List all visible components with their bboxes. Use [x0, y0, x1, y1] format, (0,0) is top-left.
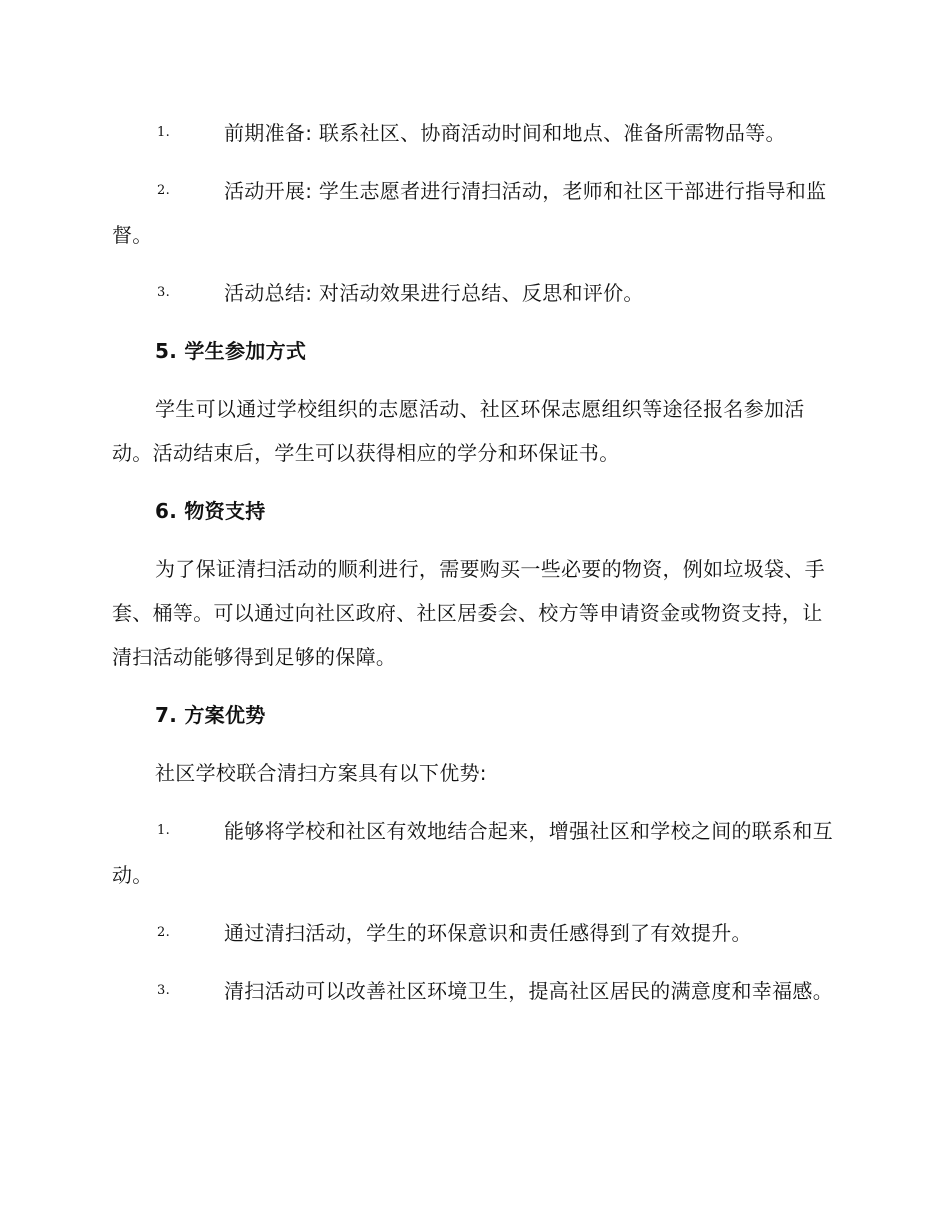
list-text: 活动开展: 学生志愿者进行清扫活动，老师和社区干部进行指导和监督。	[112, 179, 827, 247]
list-text: 能够将学校和社区有效地结合起来，增强社区和学校之间的联系和互动。	[112, 819, 833, 887]
list-item	[112, 969, 834, 1013]
section-6-body: 为了保证清扫活动的顺利进行，需要购买一些必要的物资，例如垃圾袋、手套、桶等。可以通过向社区政府、社区居委会、校方等申请资金或物资支持，让清扫活动能够得到足够的保障。	[112, 557, 825, 669]
list-text: 清扫活动可以改善社区环境卫生，提高社区居民的满意度和幸福感。	[224, 979, 833, 1003]
list-number: 1.	[157, 125, 171, 140]
document-body	[112, 111, 834, 1013]
list-item	[112, 169, 834, 257]
list-item	[112, 271, 834, 315]
section-7-heading: 7. 方案优势	[155, 703, 266, 727]
list-number: 2.	[157, 925, 171, 940]
list-text: 前期准备: 联系社区、协商活动时间和地点、准备所需物品等。	[224, 121, 786, 145]
section-6-heading: 6. 物资支持	[155, 499, 266, 523]
section-5-body: 学生可以通过学校组织的志愿活动、社区环保志愿组织等途径报名参加活动。活动结束后，学生可以获得相应的学分和环保证书。	[112, 397, 805, 465]
list-item	[112, 111, 834, 155]
list-number: 3.	[157, 983, 171, 998]
list-number: 1.	[157, 823, 171, 838]
list-number: 3.	[157, 285, 171, 300]
list-text: 活动总结: 对活动效果进行总结、反思和评价。	[224, 281, 644, 305]
list-item	[112, 809, 834, 897]
list-text: 通过清扫活动，学生的环保意识和责任感得到了有效提升。	[224, 921, 752, 945]
section-5-heading: 5. 学生参加方式	[155, 339, 307, 363]
section-7-intro: 社区学校联合清扫方案具有以下优势:	[155, 761, 487, 785]
list-item	[112, 911, 834, 955]
list-number: 2.	[157, 183, 171, 198]
